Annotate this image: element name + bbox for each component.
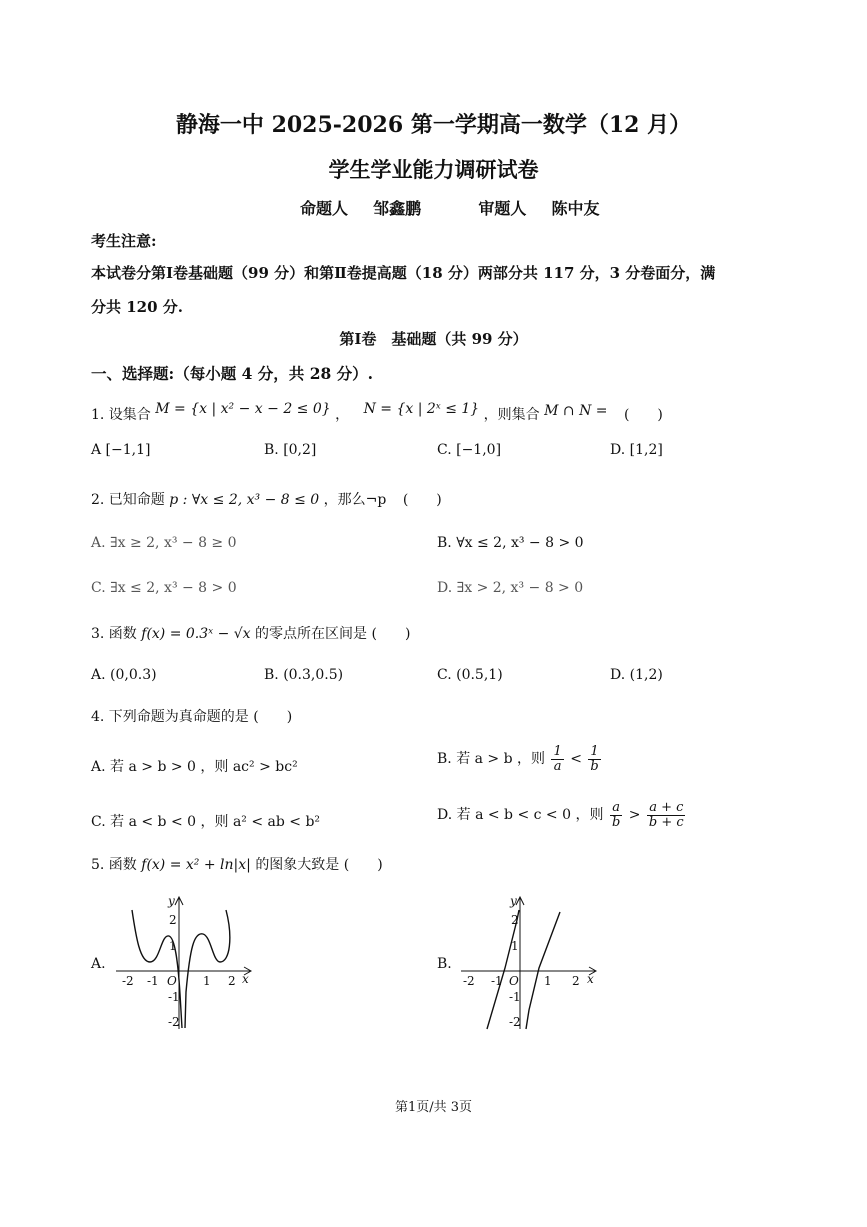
q2-proposition: p : ∀x ≤ 2, x³ − 8 ≤ 0 — [169, 492, 320, 508]
q5-option-a-label[interactable]: A. — [91, 956, 106, 972]
q4-option-a[interactable]: A. 若 a > b > 0 ，则 ac² > bc² — [91, 759, 298, 775]
q3-option-d[interactable]: D. (1,2) — [610, 667, 663, 683]
proposer-label: 命题人 — [300, 199, 349, 218]
q3-prefix: 3. 函数 — [91, 626, 137, 642]
reviewer-name: 陈中友 — [551, 199, 600, 218]
q3-option-b[interactable]: B. (0.3,0.5) — [264, 667, 344, 683]
graph-b-tick-y: -2 — [509, 1015, 521, 1029]
graph-b-tick-y: -1 — [509, 990, 521, 1004]
graph-b-x-name: x — [587, 972, 594, 986]
graph-a-tick-y: -2 — [168, 1015, 180, 1029]
notice-line-2: 分共 120 分. — [91, 298, 183, 316]
graph-b-tick-y: 2 — [511, 913, 519, 927]
page-footer: 第1页/共 3页 — [394, 1100, 473, 1115]
graph-a-origin: O — [167, 974, 177, 988]
graph-a-tick-x: 1 — [203, 974, 211, 988]
graph-b-tick-x: -2 — [463, 974, 475, 988]
q4-option-d-prefix: D. 若 a < b < c < 0 ，则 — [437, 807, 604, 824]
graph-a-curve-right — [185, 910, 230, 1028]
graph-a-curve-left — [132, 910, 182, 1028]
q1-option-c[interactable]: C. [−1,0] — [437, 442, 502, 458]
q4-option-b-frac-1: $\frac{1}{a}$ — [553, 744, 562, 774]
question-4: 4. 下列命题为真命题的是 ( ) — [91, 709, 293, 725]
q1-set-n: N = {x | 2ˣ ≤ 1} — [363, 401, 480, 417]
exam-subtitle: 学生学业能力调研试卷 — [328, 157, 539, 182]
q5-graph-b[interactable] — [455, 892, 605, 1032]
graph-a-tick-y: 1 — [169, 939, 177, 953]
q4-option-d[interactable] — [437, 801, 688, 829]
q3-function: f(x) = 0.3ˣ − √x — [141, 626, 251, 642]
q4-option-b-frac-2: $\frac{1}{b}$ — [590, 744, 599, 774]
q1-prefix: 1. 设集合 — [91, 407, 151, 423]
q3-option-a[interactable]: A. (0,0.3) — [91, 667, 157, 683]
graph-b-tick-x: 2 — [572, 974, 580, 988]
graph-a-tick-x: -1 — [147, 974, 159, 988]
graph-a-tick-y: 2 — [169, 913, 177, 927]
q3-option-c[interactable]: C. (0.5,1) — [437, 667, 503, 683]
graph-a-y-name: y — [168, 894, 175, 908]
q5-prefix: 5. 函数 — [91, 857, 137, 873]
question-1 — [91, 401, 663, 424]
graph-b-tick-y: 1 — [511, 939, 519, 953]
q4-option-d-rel: > — [628, 807, 641, 824]
q5-option-b-label[interactable]: B. — [437, 956, 452, 972]
q1-option-b[interactable]: B. [0,2] — [264, 442, 317, 458]
q2-paren: ( ) — [402, 492, 442, 508]
q1-suffix: ，则集合 — [483, 407, 540, 423]
q4-option-c[interactable]: C. 若 a < b < 0 ，则 a² < ab < b² — [91, 814, 321, 830]
question-2 — [91, 489, 442, 509]
q2-option-d[interactable]: D. ∃x > 2, x³ − 8 > 0 — [437, 580, 584, 596]
q4-option-d-frac-1: $\frac{a}{b}$ — [611, 800, 621, 830]
q1-expr: M ∩ N = — [544, 403, 608, 419]
q5-suffix: 的图象大致是 ( ) — [255, 857, 383, 873]
graph-a-tick-x: 2 — [228, 974, 236, 988]
question-3 — [91, 623, 410, 643]
notice-label: 考生注意: — [91, 232, 157, 250]
proposer-name: 邹鑫鹏 — [373, 199, 422, 218]
graph-a-tick-x: -2 — [122, 974, 134, 988]
graph-b-curve-left — [487, 910, 519, 1029]
graph-b-tick-x: -1 — [491, 974, 503, 988]
q1-set-m: M = {x | x² − x − 2 ≤ 0} — [155, 401, 331, 417]
q5-graph-a[interactable] — [110, 892, 260, 1032]
q2-suffix: ，那么¬p — [323, 492, 387, 508]
q1-option-d[interactable]: D. [1,2] — [610, 442, 663, 458]
graph-b-tick-x: 1 — [544, 974, 552, 988]
author-line — [300, 196, 600, 219]
part-title: 一、选择题:（每小题 4 分，共 28 分）. — [91, 364, 374, 383]
q1-option-a[interactable]: A [−1,1] — [91, 442, 151, 458]
q2-option-c[interactable]: C. ∃x ≤ 2, x³ − 8 > 0 — [91, 580, 237, 596]
q1-comma: ， — [335, 407, 350, 423]
graph-b-y-name: y — [510, 894, 517, 908]
q4-option-b-rel: < — [570, 751, 582, 768]
graph-a-x-name: x — [242, 972, 249, 986]
exam-title: 静海一中 2025-2026 第一学期高一数学（12 月） — [175, 112, 692, 138]
graph-b-origin: O — [509, 974, 519, 988]
q3-suffix: 的零点所在区间是 ( ) — [255, 626, 411, 642]
q1-paren: ( ) — [623, 407, 663, 423]
q5-function: f(x) = x² + ln|x| — [141, 857, 251, 873]
section-title: 第Ⅰ卷 基础题（共 99 分） — [339, 330, 528, 348]
reviewer-label: 审题人 — [478, 199, 527, 218]
graph-a-tick-y: -1 — [168, 990, 180, 1004]
question-5 — [91, 854, 383, 874]
q4-option-b-prefix: B. 若 a > b ，则 — [437, 751, 546, 768]
q4-option-b[interactable] — [437, 745, 603, 773]
q4-option-d-frac-2: $\frac{a + c}{b + c}$ — [648, 800, 684, 830]
q2-option-b[interactable]: B. ∀x ≤ 2, x³ − 8 > 0 — [437, 535, 584, 551]
q2-option-a[interactable]: A. ∃x ≥ 2, x³ − 8 ≥ 0 — [91, 535, 237, 551]
q2-prefix: 2. 已知命题 — [91, 492, 165, 508]
notice-line-1: 本试卷分第Ⅰ卷基础题（99 分）和第Ⅱ卷提高题（18 分）两部分共 117 分，3 分卷面分，满 — [91, 264, 716, 282]
